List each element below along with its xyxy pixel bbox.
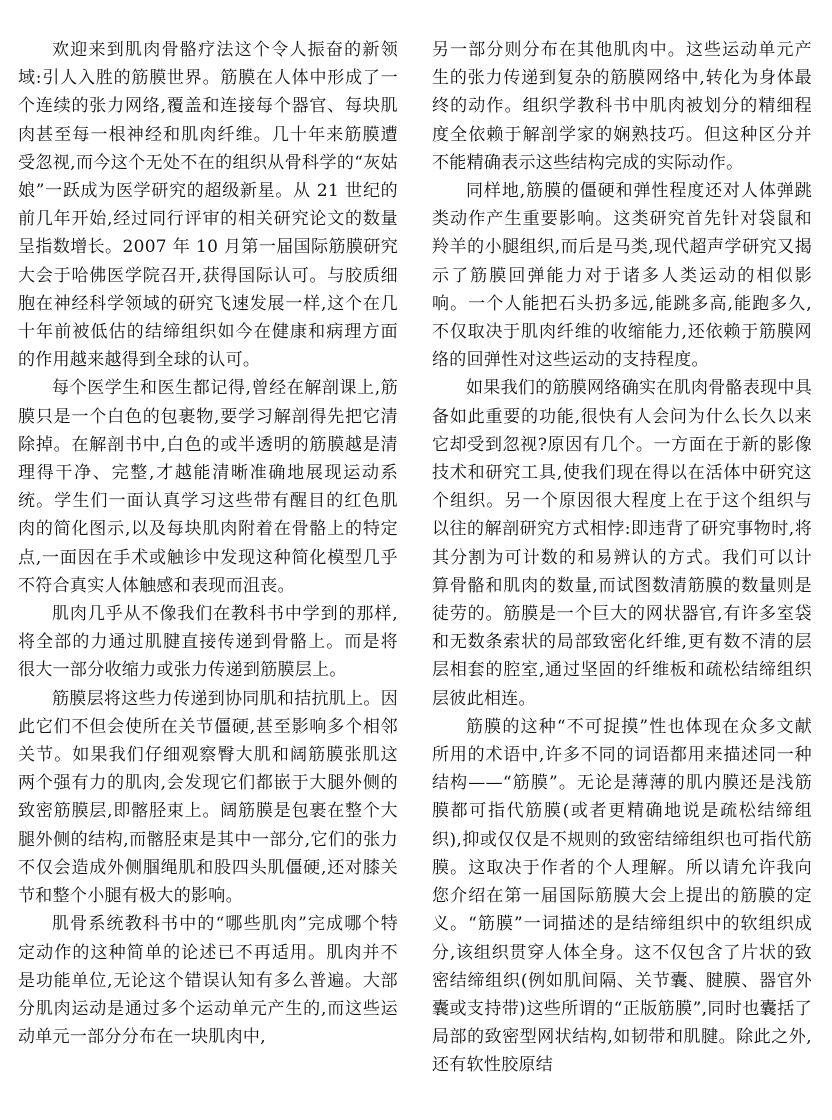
left-column xyxy=(18,36,398,1120)
paragraph: 每个医学生和医生都记得,曾经在解剖课上,筋膜只是一个白色的包裹物,要学习解剖得先把它清除掉。在解剖书中,白色的或半透明的筋膜越是清理得干净、完整,才越能清晰准确地展现运动系统。学生们一面认真学习这些带有醒目的红色肌肉的简化图示,以及每块肌肉附着在骨骼上的特定点,一面因在手术或触诊中发现这种简化模型几乎不符合真实人体触感和表现而沮丧。 xyxy=(18,378,398,596)
paragraph: 欢迎来到肌肉骨骼疗法这个令人振奋的新领域:引人入胜的筋膜世界。筋膜在人体中形成了一个连续的张力网络,覆盖和连接每个器官、每块肌肉甚至每一根神经和肌肉纤维。几十年来筋膜遭受忽视,而今这个无处不在的组织从骨科学的“灰姑娘”一跃成为医学研究的超级新星。从 21 世纪的前几年开始,经过同行评审的相关研究论文的数量呈指数增长。2007 年 10 月第一届国际筋膜研究大会于哈佛医学院召开,获得国际认可。与胶质细胞在神经科学领域的研究飞速发展一样,这个在几十年前被低估的结缔组织如今在健康和病理方面的作用越来越得到全球的认可。 xyxy=(18,40,398,371)
paragraph: 肌骨系统教科书中的“哪些肌肉”完成哪个特定动作的这种简单的论述已不再适用。肌肉并不是功能单位,无论这个错误认知有多么普遍。大部分肌肉运动是通过多个运动单元产生的,而这些运动单元一部分分布在一块肌肉中, xyxy=(18,914,398,1048)
paragraph: 筋膜层将这些力传递到协同肌和拮抗肌上。因此它们不但会使所在关节僵硬,甚至影响多个相邻关节。如果我们仔细观察臀大肌和阔筋膜张肌这两个强有力的肌肉,会发现它们都嵌于大腿外侧的致密筋膜层,即髂胫束上。阔筋膜是包裹在整个大腿外侧的结构,而髂胫束是其中一部分,它们的张力不仅会造成外侧腘绳肌和股四头肌僵硬,还对膝关节和整个小腿有极大的影响。 xyxy=(18,688,398,907)
paragraph: 同样地,筋膜的僵硬和弹性程度还对人体弹跳类动作产生重要影响。这类研究首先针对袋鼠和羚羊的小腿组织,而后是马类,现代超声学研究又揭示了筋膜回弹能力对于诸多人类运动的相似影响。一个人能把石头扔多远,能跳多高,能跑多久,不仅取决于肌肉纤维的收缩能力,还依赖于筋膜网络的回弹性对这些运动的支持程度。 xyxy=(432,181,812,371)
paragraph: 筋膜的这种“不可捉摸”性也体现在众多文献所用的术语中,许多不同的词语都用来描述同一种结构——“筋膜”。无论是薄薄的肌内膜还是浅筋膜都可指代筋膜(或者更精确地说是疏松结缔组织),抑或仅仅是不规则的致密结缔组织也可指代筋膜。这取决于作者的个人理解。所以请允许我向您介绍在第一届国际筋膜大会上提出的筋膜的定义。“筋膜”一词描述的是结缔组织中的软组织成分,该组织贯穿人体全身。这不仅包含了片状的致密结缔组织(例如肌间隔、关节囊、腱膜、器官外囊或支持带)这些所谓的“正版筋膜”,同时也囊括了局部的致密型网状结构,如韧带和肌腱。除此之外,还有软性胶原结 xyxy=(432,716,812,1076)
right-column xyxy=(432,36,812,1120)
paragraph: 如果我们的筋膜网络确实在肌肉骨骼表现中具备如此重要的功能,很快有人会问为什么长久以来它却受到忽视?原因有几个。一方面在于新的影像技术和研究工具,使我们现在得以在活体中研究这个组织。另一个原因很大程度上在于这个组织与以往的解剖研究方式相悖:即违背了研究事物时,将其分割为可计数的和易辨认的方式。我们可以计算骨骼和肌肉的数量,而试图数清筋膜的数量则是徒劳的。筋膜是一个巨大的网状器官,有许多室袋和无数条索状的局部致密化纤维,更有数不清的层层相套的腔室,通过坚固的纤维板和疏松结缔组织层彼此相连。 xyxy=(432,378,812,709)
paragraph-continued: 另一部分则分布在其他肌肉中。这些运动单元产生的张力传递到复杂的筋膜网络中,转化为身体最终的动作。组织学教科书中肌肉被划分的精细程度全依赖于解剖学家的娴熟技巧。但这种区分并不能精确表示这些结构完成的实际动作。 xyxy=(432,40,812,173)
paragraph: 肌肉几乎从不像我们在教科书中学到的那样,将全部的力通过肌腱直接传递到骨骼上。而是将很大一部分收缩力或张力传递到筋膜层上。 xyxy=(18,604,398,681)
